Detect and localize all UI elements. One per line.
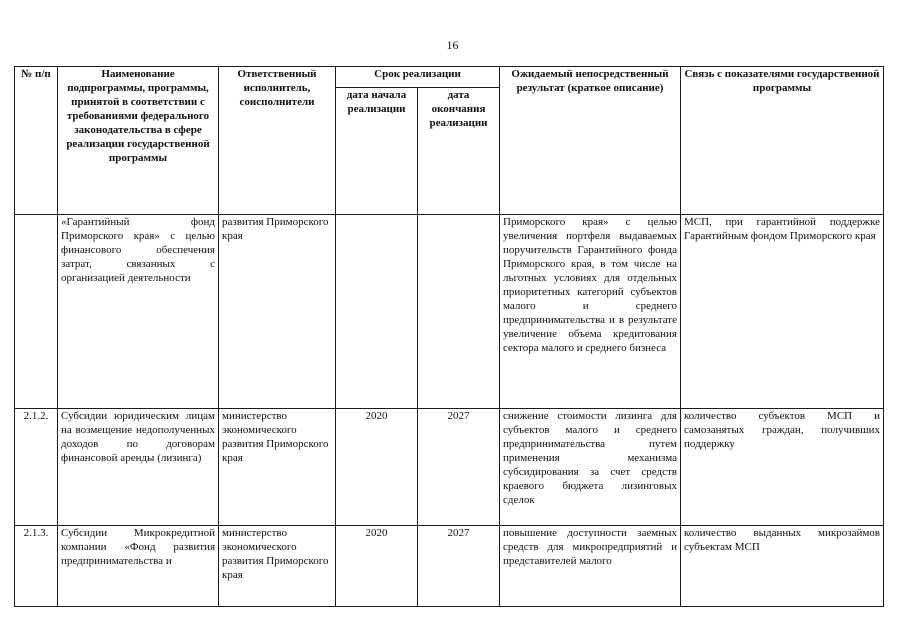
header-result: Ожидаемый непосредственный результат (краткое описание) [500,67,681,215]
row-link: МСП, при гарантийной поддержке Гарантийным фондом Приморского края [681,215,884,409]
row-start: 2020 [336,409,418,526]
row-start [336,215,418,409]
program-table [14,66,884,607]
header-start-date: дата начала реализации [336,88,418,215]
row-result: Приморского края» с целью увеличения портфеля выдаваемых поручительств Гарантийного фонда Приморского края, в том числе на льготных условиях для отдельных приоритетных категорий субъектов малого и среднего предпринимательства и в результате увеличение объема кредитования сектора малого и среднего бизнеса [500,215,681,409]
row-result: повышение доступности заемных средств для микропредприятий и представителей малого [500,526,681,607]
row-name: Субсидии юридическим лицам на возмещение недополученных доходов по договорам финансовой аренды (лизинга) [58,409,219,526]
row-link: количество субъектов МСП и самозанятых граждан, получивших поддержку [681,409,884,526]
row-responsible: министерство экономического развития Приморского края [219,409,336,526]
row-name: «Гарантийный фонд Приморского края» с целью финансового обеспечения затрат, связанных с организацией деятельности [58,215,219,409]
header-name: Наименование подпрограммы, программы, принятой в соответствии с требованиями федерального законодательства в сфере реализации государственной программы [58,67,219,215]
header-link: Связь с показателями государственной программы [681,67,884,215]
row-result: снижение стоимости лизинга для субъектов малого и среднего предпринимательства путем применения механизма субсидирования за счет средств краевого бюджета лизинговых сделок [500,409,681,526]
header-end-date: дата окончания реализации [418,88,500,215]
header-period: Срок реализации [336,67,500,88]
table-row [15,215,884,409]
header-responsible: Ответственный исполнитель, соисполнители [219,67,336,215]
row-num [15,215,58,409]
row-num: 2.1.2. [15,409,58,526]
row-num: 2.1.3. [15,526,58,607]
row-end [418,215,500,409]
page-number: 16 [446,38,459,52]
row-responsible: министерство экономического развития Приморского края [219,526,336,607]
row-end: 2027 [418,526,500,607]
row-end: 2027 [418,409,500,526]
row-start: 2020 [336,526,418,607]
table-row [15,409,884,526]
row-responsible: развития Приморского края [219,215,336,409]
row-link: количество выданных микрозаймов субъектам МСП [681,526,884,607]
header-row [15,67,884,88]
row-name: Субсидии Микрокредитной компании «Фонд развития предпринимательства и [58,526,219,607]
header-num: № п/п [15,67,58,215]
table-row [15,526,884,607]
